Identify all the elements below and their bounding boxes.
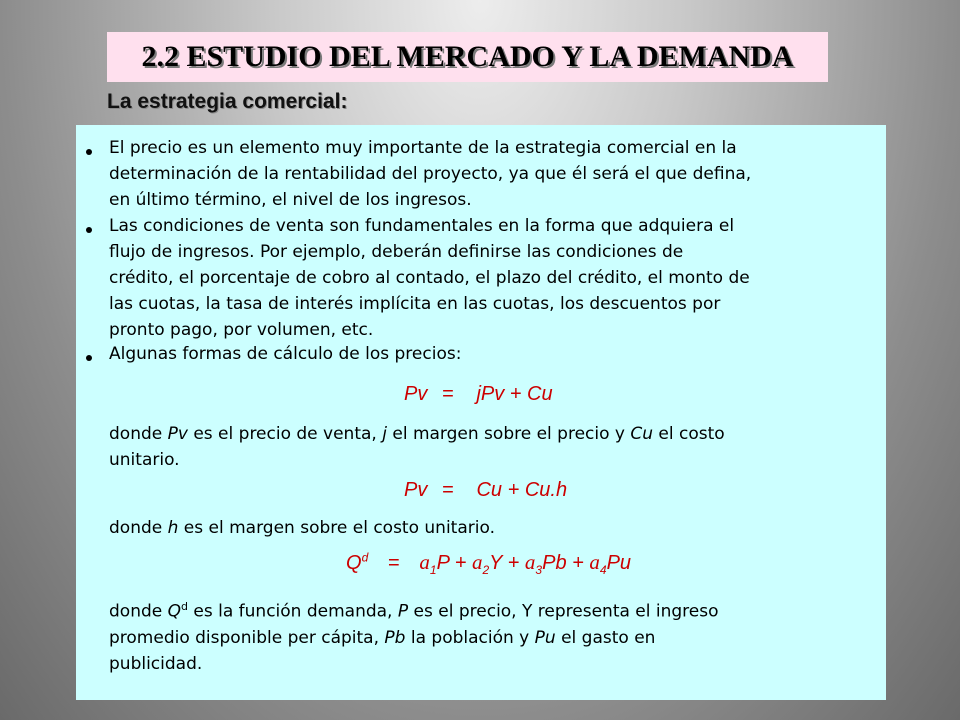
bullet-paragraph-3 [109, 341, 884, 367]
text-run: donde [109, 424, 168, 444]
explanation-3 [109, 594, 884, 677]
text-run: es la función demanda, [188, 601, 398, 622]
var-text: Pb [384, 627, 406, 648]
text-run: la población y [405, 627, 535, 648]
explanation-2 [109, 515, 884, 541]
var-sup: d [181, 600, 188, 613]
eq-sub: 1 [429, 563, 437, 577]
eq-term: Pu [606, 552, 632, 574]
bullet-dot-icon [86, 149, 92, 155]
explanation-1 [109, 421, 884, 473]
var-text: Q [167, 601, 182, 622]
text-line: Las condiciones de venta son fundamentales en la forma que adquiera el [109, 216, 735, 236]
eq-lhs: Pv [404, 383, 428, 405]
eq-sub: 2 [482, 563, 490, 577]
text-run: el costo [653, 424, 725, 444]
eq-sign: = [442, 479, 454, 501]
text-line: Algunas formas de cálculo de los precios: [109, 344, 462, 364]
bullet-dot-icon [86, 355, 92, 361]
text-line: las cuotas, la tasa de interés implícita en las cuotas, los descuentos por [109, 294, 721, 314]
text-line: crédito, el porcentaje de cobro al contado, el plazo del crédito, el monto de [109, 268, 750, 288]
eq-term: P + [436, 552, 472, 574]
coef-a: a [524, 550, 536, 574]
eq-sign: = [442, 383, 454, 405]
eq-sign: = [387, 552, 400, 574]
bullet-paragraph-1 [109, 135, 884, 213]
text-run: el gasto en [555, 627, 656, 648]
text-run: es el margen sobre el costo unitario. [178, 518, 495, 538]
eq-lhs: Q [346, 552, 362, 574]
text-run: es el precio de venta, [187, 424, 383, 444]
eq-sub: 4 [599, 563, 607, 577]
text-line: flujo de ingresos. Por ejemplo, deberán definirse las condiciones de [109, 242, 684, 262]
eq-term: Y + [489, 552, 525, 574]
var-text: Pu [534, 627, 556, 648]
text-line: El precio es un elemento muy importante de la estrategia comercial en la [109, 138, 737, 158]
section-subtitle: La estrategia comercial: [107, 90, 348, 113]
equation-1 [404, 383, 553, 406]
var-text: Pv [167, 424, 188, 444]
eq-rhs: jPv + Cu [476, 383, 553, 405]
eq-term: Pb + [542, 552, 590, 574]
var-text: P [397, 601, 409, 622]
text-run: donde [109, 518, 168, 538]
text-run: donde [109, 601, 168, 622]
content-panel [76, 125, 886, 700]
slide-title [107, 32, 828, 82]
eq-sup: d [361, 550, 369, 565]
text-run: el margen sobre el precio y [386, 424, 631, 444]
text-line: pronto pago, por volumen, etc. [109, 320, 374, 340]
slide-title-text: 2.2 ESTUDIO DEL MERCADO Y LA DEMANDA [141, 40, 794, 73]
var-text: h [167, 518, 179, 538]
equation-3 [346, 550, 631, 577]
text-run: es el precio, Y representa el ingreso [408, 601, 719, 622]
text-line: unitario. [109, 450, 180, 470]
equation-2 [404, 479, 567, 502]
text-line: publicidad. [109, 653, 203, 674]
coef-a: a [471, 550, 483, 574]
bullet-dot-icon [86, 227, 92, 233]
coef-a: a [589, 550, 600, 574]
text-run: promedio disponible per cápita, [109, 627, 385, 648]
var-text: j [382, 424, 387, 444]
eq-lhs: Pv [404, 479, 428, 501]
text-line: en último término, el nivel de los ingresos. [109, 190, 472, 210]
text-line: determinación de la rentabilidad del proyecto, ya que él será el que defina, [109, 164, 752, 184]
var-text: Cu [630, 424, 654, 444]
eq-sub: 3 [535, 563, 543, 577]
eq-rhs: Cu + Cu.h [476, 479, 568, 501]
bullet-paragraph-2 [109, 213, 884, 343]
coef-a: a [419, 550, 430, 574]
